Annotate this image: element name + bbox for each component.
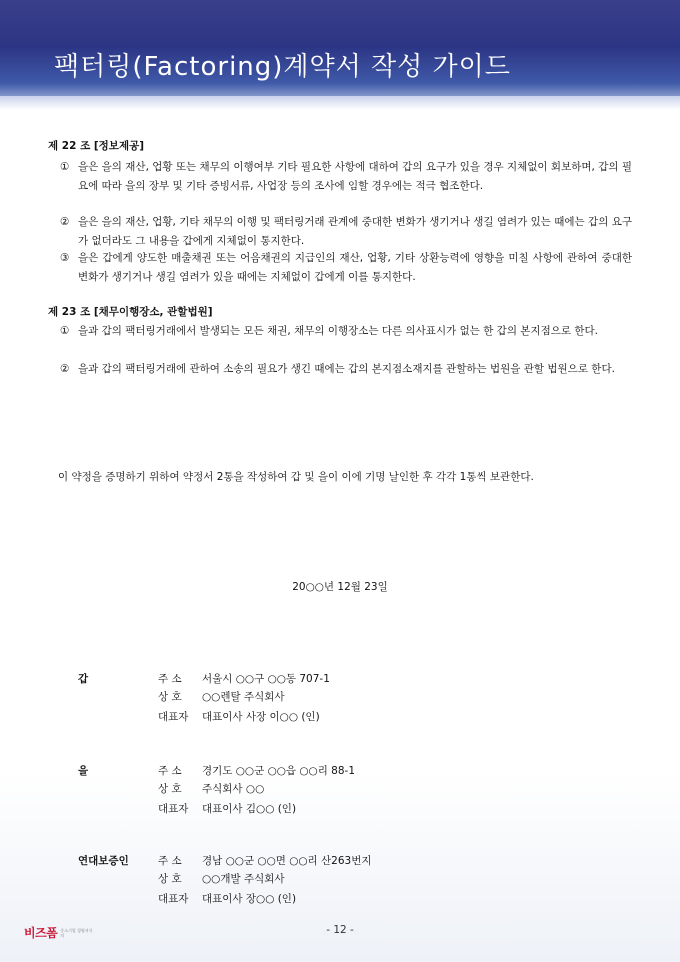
row-key: 대표자 (158, 803, 189, 815)
row-value: ○○렌탈 주식회사 (202, 691, 285, 703)
row-value: 대표이사 사장 이○○ (인) (202, 711, 320, 723)
party-address (158, 852, 372, 871)
clause-number: ③ (60, 252, 70, 264)
page-number: - 12 - (326, 924, 354, 936)
row-value: 서울시 ○○구 ○○동 707-1 (202, 673, 330, 685)
article-22-clause-3 (60, 249, 632, 286)
row-key: 상 호 (158, 691, 182, 703)
clause-text: 을은 을의 재산, 업황 또는 채무의 이행여부 기타 필요한 사항에 대하여 갑의 요구가 있을 경우 지체없이 회보하며, 갑의 필요에 따라 을의 장부 및 기타 증빙서류, 사업장 등의 조사에 임할 경우에는 적극 협조한다. (78, 161, 632, 192)
party-representative (158, 890, 296, 909)
row-value: 경기도 ○○군 ○○읍 ○○리 88-1 (202, 765, 356, 777)
clause-number: ① (60, 325, 70, 337)
row-key: 주 소 (158, 855, 182, 867)
party-address (158, 762, 355, 781)
party-label: 갑 (78, 673, 89, 685)
row-value: 경남 ○○군 ○○면 ○○리 산263번지 (202, 855, 372, 867)
row-value: 대표이사 김○○ (인) (202, 803, 297, 815)
logo-text: 비즈폼 (24, 926, 58, 940)
party-company (158, 688, 285, 707)
row-key: 대표자 (158, 893, 189, 905)
row-key: 대표자 (158, 711, 189, 723)
closing-statement: 이 약정을 증명하기 위하여 약정서 2통을 작성하여 갑 및 을이 이에 기명 날인한 후 각각 1통씩 보관한다. (58, 471, 534, 483)
clause-text: 을과 갑의 팩터링거래에서 발생되는 모든 채권, 채무의 이행장소는 다른 의사표시가 없는 한 갑의 본지점으로 한다. (78, 325, 598, 337)
clause-number: ② (60, 216, 70, 228)
party-company (158, 780, 264, 799)
row-key: 상 호 (158, 873, 182, 885)
clause-number: ② (60, 363, 70, 375)
article-22-clause-1 (60, 158, 632, 195)
clause-text: 을과 갑의 팩터링거래에 관하여 소송의 필요가 생긴 때에는 갑의 본지점소재지를 관할하는 법원을 관할 법원으로 한다. (78, 363, 615, 375)
article-23-title: 제 23 조 [채무이행장소, 관할법원] (48, 306, 213, 318)
row-key: 주 소 (158, 765, 182, 777)
page-title: 팩터링(Factoring)계약서 작성 가이드 (54, 52, 511, 82)
party-representative (158, 708, 320, 727)
party-label: 연대보증인 (78, 855, 129, 867)
logo-subtext: 중소기업 경영서식의 (60, 927, 93, 938)
party-address (158, 670, 330, 689)
article-22-title: 제 22 조 [정보제공] (48, 140, 145, 152)
party-representative (158, 800, 296, 819)
header-fade (0, 96, 680, 110)
clause-text: 을은 갑에게 양도한 매출채권 또는 어음채권의 지급인의 재산, 업황, 기타 상환능력에 영향을 미칠 사항에 관하여 중대한 변화가 생기거나 생길 염려가 있을 때에는 지체없이 갑에게 이를 통지한다. (78, 252, 632, 283)
clause-number: ① (60, 161, 70, 173)
article-23-clause-2 (60, 360, 632, 379)
article-23-clause-1 (60, 322, 632, 341)
party-company (158, 870, 285, 889)
row-value: ○○개발 주식회사 (202, 873, 285, 885)
row-key: 주 소 (158, 673, 182, 685)
party-label: 을 (78, 765, 89, 777)
contract-date: 20○○년 12월 23일 (292, 581, 388, 593)
row-value: 대표이사 장○○ (인) (202, 893, 297, 905)
bizform-logo (24, 924, 94, 941)
clause-text: 을은 을의 재산, 업황, 기타 채무의 이행 및 팩터링거래 관계에 중대한 변화가 생기거나 생길 염려가 있는 때에는 갑의 요구가 없더라도 그 내용을 갑에게 지체없이 통지한다. (78, 216, 632, 247)
row-key: 상 호 (158, 783, 182, 795)
article-22-clause-2 (60, 213, 632, 250)
row-value: 주식회사 ○○ (202, 783, 265, 795)
